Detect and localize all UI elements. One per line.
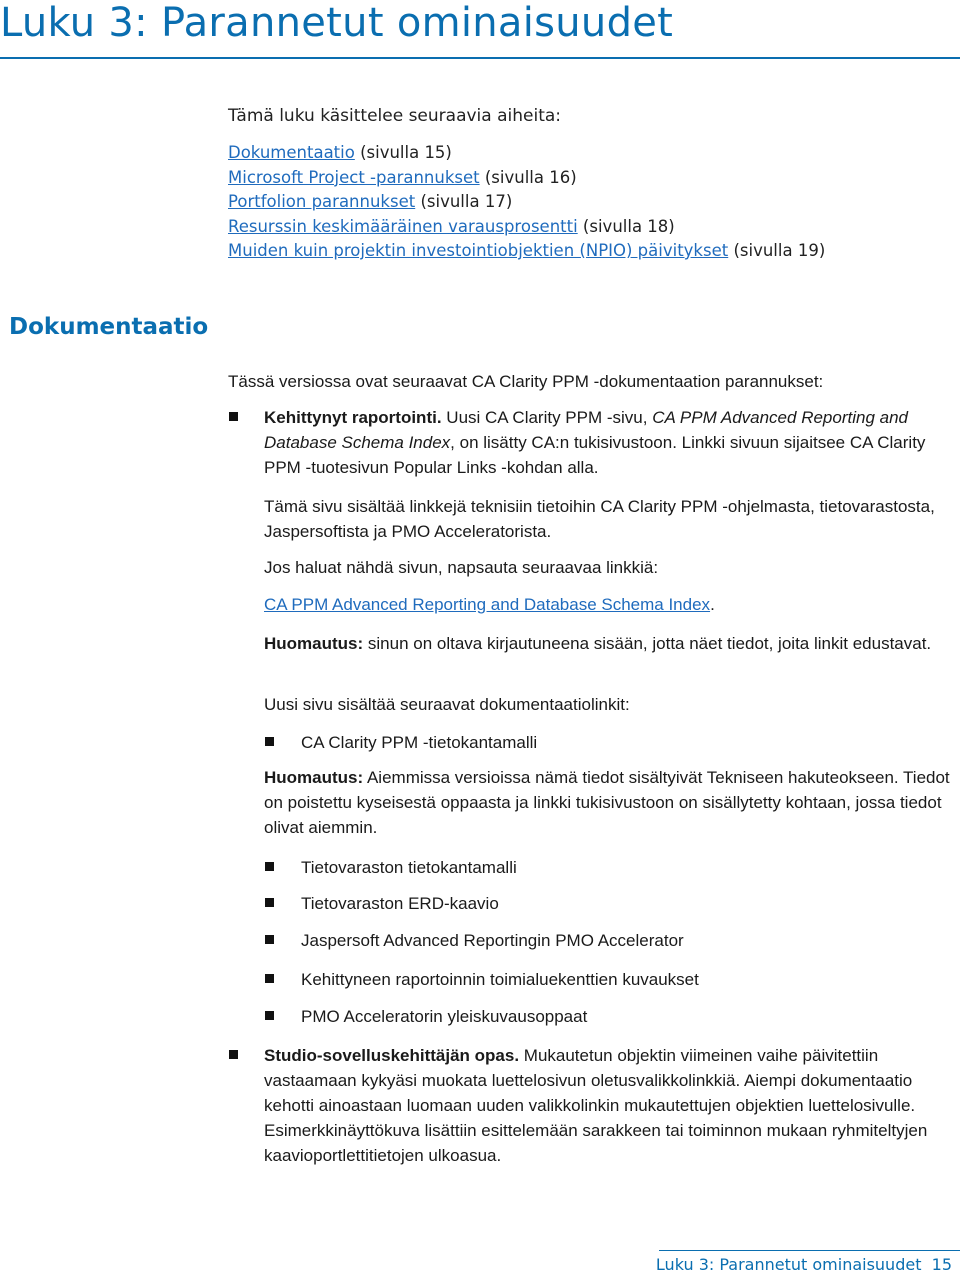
- item1-italic: CA PPM Advanced Reporting and Database Schema Index: [264, 408, 908, 452]
- note1-text: sinun on oltava kirjautuneena sisään, jotta näet tiedot, joita linkit edustavat.: [363, 634, 932, 653]
- bullet-item-studio-guide: [264, 1043, 954, 1168]
- topic-item: [228, 190, 825, 215]
- item1-text: Uusi CA Clarity PPM -sivu,: [441, 408, 653, 427]
- sub-item: Tietovaraston tietokantamalli: [301, 858, 517, 877]
- bullet-square-icon: [265, 737, 274, 746]
- item1-para4: Uusi sivu sisältää seuraavat dokumentaatiolinkit:: [264, 695, 630, 714]
- footer-chapter: Luku 3: Parannetut ominaisuudet: [655, 1255, 922, 1274]
- item2-text: Mukautetun objektin viimeinen vaihe päivitettiin vastaamaan kykyäsi muokata luettelosivun oletusvalikkolinkkiä. Aiempi dokumentaatio kehotti ainoastaan luomaan uuden valikkolinkin mukautettujen objektien luettelosivulle. Esimerkkinäyttökuva lisättiin esittelemään sarakkeen tai toiminnon mukaan ryhmiteltyjen kaavioportlettitietojen ulkoasua.: [264, 1046, 928, 1165]
- link-period: .: [710, 595, 715, 614]
- bullet-square-icon: [229, 1050, 238, 1059]
- bullet-square-icon: [265, 862, 274, 871]
- note2-label: Huomautus:: [264, 768, 364, 787]
- note1-label: Huomautus:: [264, 634, 364, 653]
- topic-page: (sivulla 15): [354, 143, 452, 162]
- bullet-square-icon: [265, 898, 274, 907]
- topic-link[interactable]: Microsoft Project -parannukset: [228, 167, 480, 187]
- bullet-square-icon: [229, 412, 238, 421]
- topic-page: (sivulla 19): [728, 241, 826, 260]
- note1: [264, 631, 954, 656]
- note2-text: Aiemmissa versioissa nämä tiedot sisältyivät Tekniseen hakuteokseen. Tiedot on poistettu kyseisestä oppaasta ja linkki tukisivustoon on sisällytetty kohtaan, jossa tiedot olivat aiemmin.: [264, 768, 950, 837]
- bullet-square-icon: [265, 935, 274, 944]
- item1-bold: Kehittynyt raportointi.: [264, 408, 442, 427]
- topic-item: [228, 141, 825, 166]
- topic-link[interactable]: Dokumentaatio: [228, 143, 355, 162]
- sub-item: PMO Acceleratorin yleiskuvausoppaat: [301, 1007, 588, 1026]
- item2-bold: Studio-sovelluskehittäjän opas.: [264, 1046, 520, 1065]
- sub-item-db-model: CA Clarity PPM -tietokantamalli: [301, 733, 538, 752]
- topic-item: [228, 215, 825, 240]
- item1-link-paragraph: [264, 592, 954, 617]
- chapter-title: Luku 3: Parannetut ominaisuudet: [0, 0, 674, 46]
- item1-para3: Jos haluat nähdä sivun, napsauta seuraavaa linkkiä:: [264, 558, 659, 577]
- page-number: 15: [931, 1255, 952, 1274]
- topic-link[interactable]: Resurssin keskimääräinen varausprosentti: [228, 216, 578, 236]
- bullet-item-advanced-reporting: [264, 405, 954, 480]
- footer-rule: [659, 1250, 960, 1251]
- note2: [264, 765, 954, 840]
- bullet-square-icon: [265, 974, 274, 983]
- item1-paragraph: [264, 405, 954, 480]
- bullet-square-icon: [265, 1011, 274, 1020]
- item1-text-end: , on lisätty CA:n tukisivustoon. Linkki sivuun sijaitsee CA Clarity PPM -tuotesivun Popular Links -kohdan alla.: [264, 433, 926, 477]
- topic-page: (sivulla 17): [415, 192, 513, 211]
- topic-page: (sivulla 18): [577, 216, 675, 236]
- advanced-reporting-link[interactable]: CA PPM Advanced Reporting and Database Schema Index: [264, 595, 711, 614]
- topic-item: [228, 239, 825, 264]
- item1-para2: Tämä sivu sisältää linkkejä teknisiin tietoihin CA Clarity PPM -ohjelmasta, tietovarastosta, Jaspersoftista ja PMO Acceleratorista.: [264, 497, 935, 541]
- title-rule: [0, 57, 960, 59]
- sub-item: Jaspersoft Advanced Reportingin PMO Accelerator: [301, 931, 684, 950]
- section-intro: Tässä versiossa ovat seuraavat CA Clarity PPM -dokumentaation parannukset:: [228, 372, 824, 391]
- topic-list: [228, 141, 825, 264]
- sub-item: Tietovaraston ERD-kaavio: [301, 894, 499, 913]
- topic-item: [228, 166, 825, 191]
- topic-link[interactable]: Muiden kuin projektin investointiobjektien (NPIO) päivitykset: [228, 241, 729, 260]
- topic-page: (sivulla 16): [479, 167, 577, 187]
- page-footer: [656, 1254, 952, 1276]
- topic-link[interactable]: Portfolion parannukset: [228, 192, 416, 211]
- sub-item: Kehittyneen raportoinnin toimialuekenttien kuvaukset: [301, 970, 699, 989]
- intro-text: Tämä luku käsittelee seuraavia aiheita:: [228, 106, 562, 126]
- section-title: Dokumentaatio: [9, 314, 209, 340]
